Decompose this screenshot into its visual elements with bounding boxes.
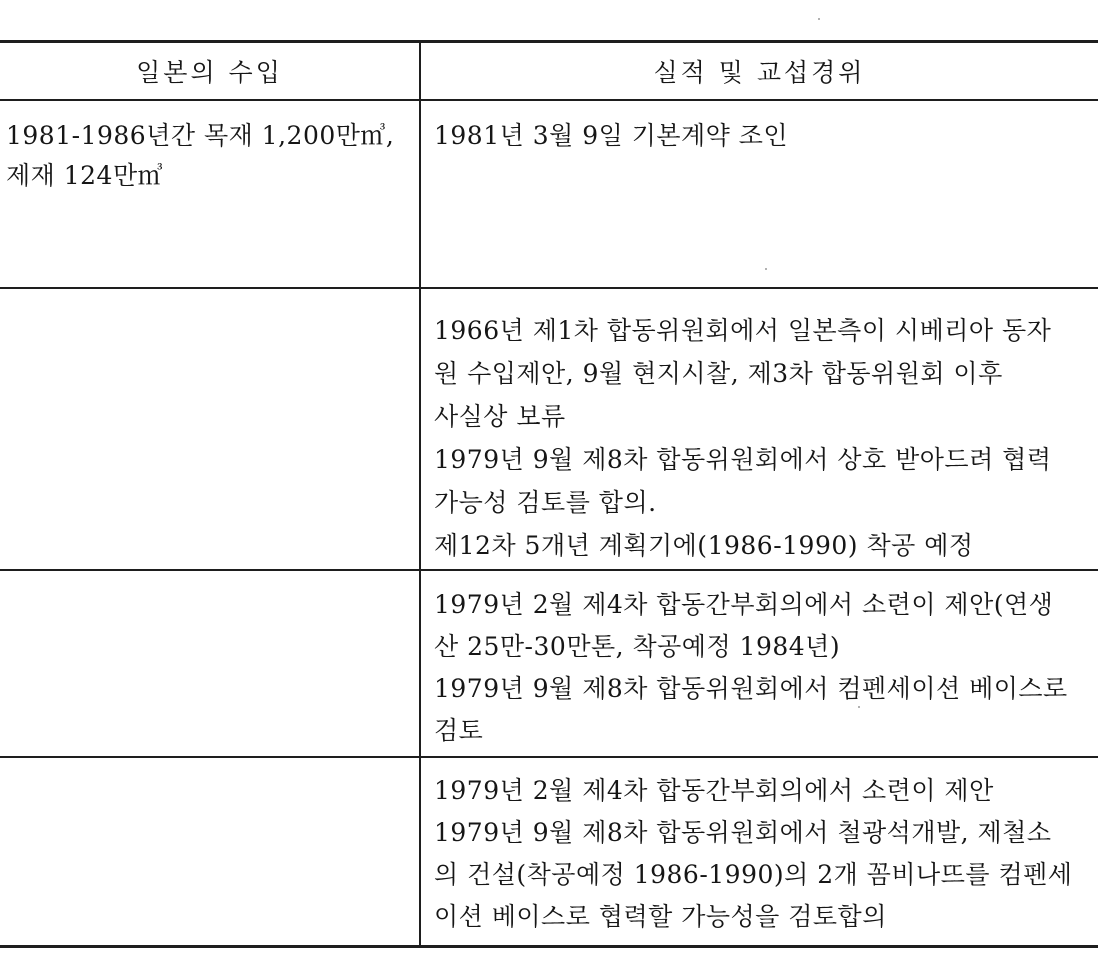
column-header-history: 실적 및 교섭경위	[653, 58, 866, 87]
cell-line: 1981-1986년간 목재 1,200만㎥,	[6, 121, 395, 150]
column-header-import: 일본의 수입	[136, 58, 283, 87]
cell-line: 1981년 3월 9일 기본계약 조인	[434, 121, 789, 150]
table-row-divider	[0, 287, 1098, 289]
table-bottom-rule	[0, 945, 1098, 948]
scan-speck	[818, 18, 820, 20]
scan-speck	[765, 268, 767, 270]
cell-line: 의 건설(착공예정 1986-1990)의 2개 꼼비나뜨를 컴펜세	[434, 860, 1073, 889]
cell-line: 이션 베이스로 협력할 가능성을 검토합의	[434, 902, 887, 931]
table-cell-history	[434, 116, 1094, 156]
cell-line: 산 25만-30만톤, 착공예정 1984년)	[434, 632, 841, 661]
table-column-divider	[419, 42, 421, 946]
table-cell-history	[434, 309, 1094, 567]
table-cell-history	[434, 770, 1094, 938]
cell-line: 제재 124만㎥	[6, 161, 164, 190]
cell-line: 검토	[434, 716, 484, 745]
table-cell-import	[6, 116, 414, 196]
cell-line: 가능성 검토를 합의.	[434, 488, 657, 517]
cell-line: 1979년 9월 제8차 합동위원회에서 철광석개발, 제철소	[434, 818, 1052, 847]
cell-line: 1979년 2월 제4차 합동간부회의에서 소련이 제안	[434, 776, 994, 805]
cell-line: 1979년 9월 제8차 합동위원회에서 컴펜세이션 베이스로	[434, 674, 1068, 703]
scan-speck	[858, 706, 860, 708]
cell-line: 제12차 5개년 계획기에(1986-1990) 착공 예정	[434, 531, 974, 560]
cell-line: 원 수입제안, 9월 현지시찰, 제3차 합동위원회 이후	[434, 359, 1003, 388]
table-header-rule	[0, 99, 1098, 101]
table-row-divider	[0, 569, 1098, 571]
cell-line: 1966년 제1차 합동위원회에서 일본측이 시베리아 동자	[434, 316, 1052, 345]
cell-line: 1979년 9월 제8차 합동위원회에서 상호 받아드려 협력	[434, 445, 1052, 474]
table-cell-history	[434, 584, 1094, 752]
table-row-divider	[0, 756, 1098, 758]
cell-line: 사실상 보류	[434, 402, 566, 431]
cell-line: 1979년 2월 제4차 합동간부회의에서 소련이 제안(연생	[434, 590, 1054, 619]
